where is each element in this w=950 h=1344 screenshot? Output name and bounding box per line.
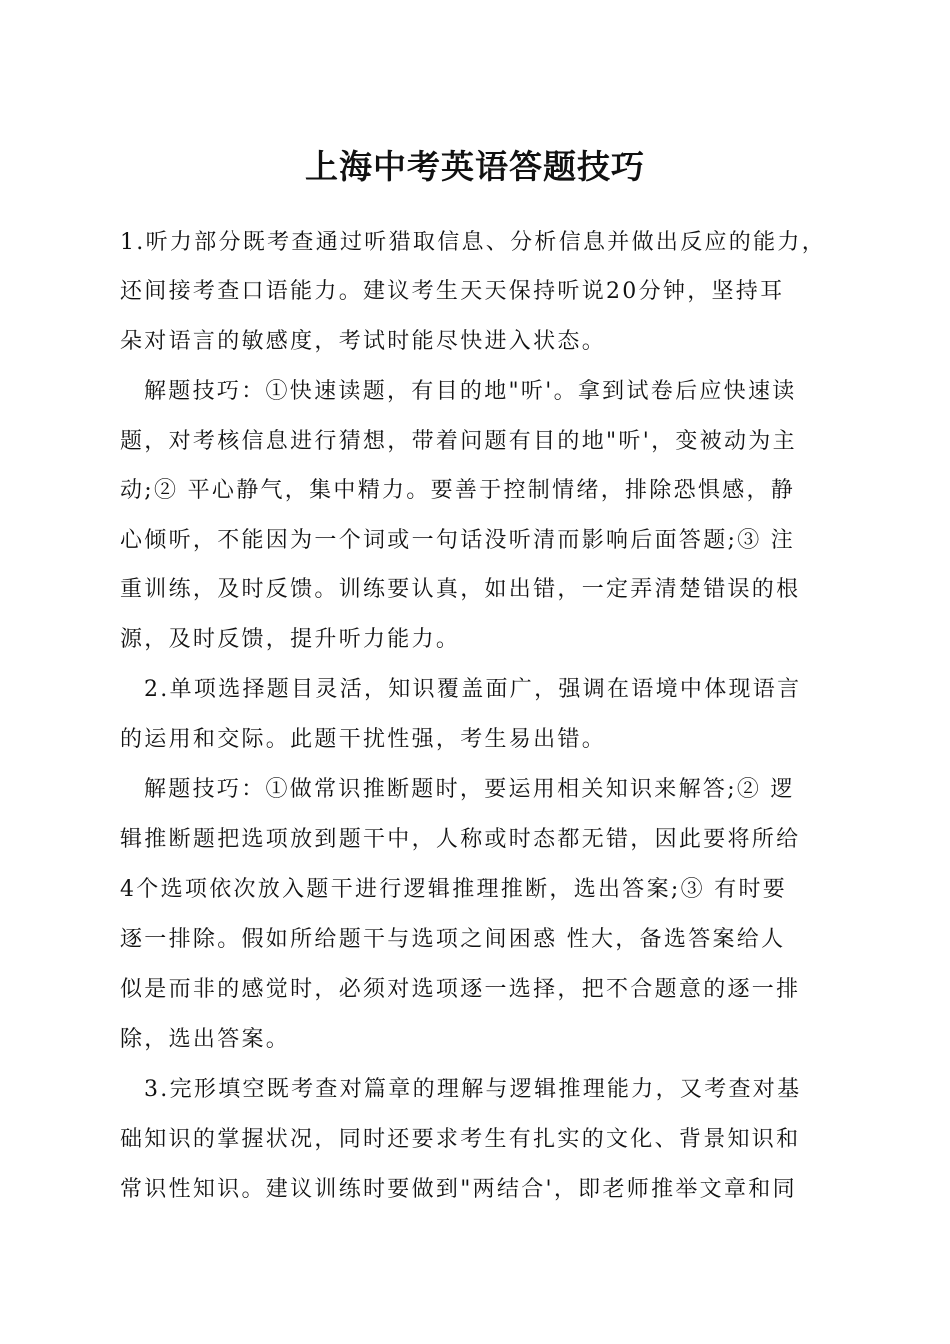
body-line: 除，选出答案。 xyxy=(120,1027,291,1052)
body-line: 逐一排除。假如所给题干与选项之间困惑 性大，备选答案给人 xyxy=(120,927,786,952)
body-line: 源，及时反馈，提升听力能力。 xyxy=(120,627,461,652)
body-line: 2.单项选择题目灵活，知识覆盖面广，强调在语境中体现语言 xyxy=(144,677,802,702)
body-line: 常识性知识。建议训练时要做到"两结合'，即老师推举文章和同 xyxy=(120,1177,797,1202)
body-line: 似是而非的感觉时，必须对选项逐一选择，把不合题意的逐一排 xyxy=(120,977,801,1002)
page-title: 上海中考英语答题技巧 xyxy=(305,147,645,186)
body-line: 础知识的掌握状况，同时还要求考生有扎实的文化、背景知识和 xyxy=(120,1127,801,1152)
body-line: 重训练，及时反馈。训练要认真，如出错，一定弄清楚错误的根 xyxy=(120,577,801,602)
body-line: 心倾听，不能因为一个词或一句话没听清而影响后面答题;③ 注 xyxy=(120,528,796,553)
body-line: 朵对语言的敏感度，考试时能尽快进入状态。 xyxy=(120,329,607,354)
body-line: 解题技巧：①快速读题，有目的地"听'。拿到试卷后应快速读 xyxy=(144,379,797,404)
body-line: 的运用和交际。此题干扰性强，考生易出错。 xyxy=(120,727,607,752)
body-line: 动;② 平心静气，集中精力。要善于控制情绪，排除恐惧感，静 xyxy=(120,478,796,503)
body-line: 4个选项依次放入题干进行逻辑推理推断，选出答案;③ 有时要 xyxy=(120,877,788,902)
body-line: 3.完形填空既考查对篇章的理解与逻辑推理能力，又考查对基 xyxy=(144,1077,802,1102)
body-line: 还间接考查口语能力。建议考生天天保持听说20分钟，坚持耳 xyxy=(120,279,785,304)
body-line: 1.听力部分既考查通过听猎取信息、分析信息并做出反应的能力， xyxy=(120,230,826,255)
body-line: 辑推断题把选项放到题干中，人称或时态都无错，因此要将所给 xyxy=(120,827,801,852)
body-line: 题，对考核信息进行猜想，带着问题有目的地"听'，变被动为主 xyxy=(120,429,797,454)
body-line: 解题技巧：①做常识推断题时，要运用相关知识来解答;② 逻 xyxy=(144,777,795,802)
